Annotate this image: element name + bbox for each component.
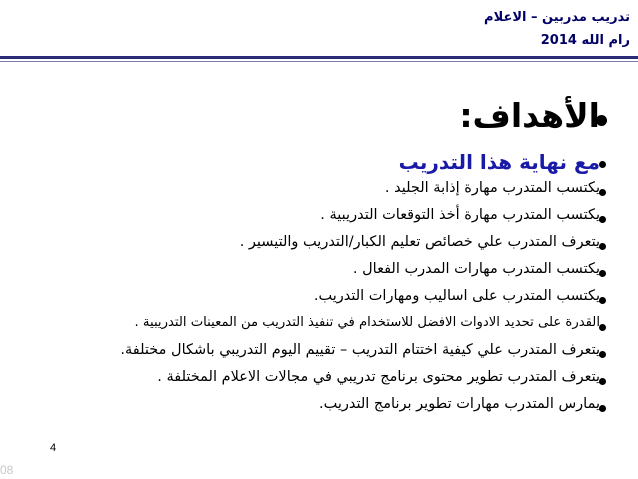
list-bullet-icon	[599, 297, 606, 304]
slide-heading: الأهداف:	[459, 96, 600, 135]
corner-mark: 08	[0, 463, 14, 477]
list-item: يكتسب المتدرب مهارات المدرب الفعال .	[352, 261, 600, 277]
list-bullet-icon	[599, 324, 606, 331]
list-bullet-icon	[599, 405, 606, 412]
list-item: يتعرف المتدرب تطوير محتوى برنامج تدريبي في مجالات الاعلام المختلفة .	[157, 369, 600, 385]
list-bullet-icon	[599, 378, 606, 385]
list-item: يكتسب المتدرب مهارة إذابة الجليد .	[384, 180, 600, 196]
page-number: 4	[50, 442, 57, 454]
list-bullet-icon	[599, 243, 606, 250]
list-item: يكتسب المتدرب على اساليب ومهارات التدريب.	[313, 288, 600, 304]
subheading-bullet-icon	[599, 161, 606, 168]
header-title: تدريب مدربين – الاعلام	[484, 10, 630, 25]
list-bullet-icon	[599, 351, 606, 358]
list-item: يمارس المتدرب مهارات تطوير برنامج التدريب.	[319, 396, 600, 412]
list-item: يتعرف المتدرب علي خصائص تعليم الكبار/التدريب والتيسير .	[239, 234, 600, 250]
list-item: يكتسب المتدرب مهارة أخذ التوقعات التدريبية .	[320, 207, 600, 223]
header-divider-thin	[0, 61, 638, 62]
list-bullet-icon	[599, 270, 606, 277]
list-item: يتعرف المتدرب علي كيفية اختتام التدريب – تقييم اليوم التدريبي باشكال مختلفة.	[120, 342, 600, 358]
list-bullet-icon	[599, 189, 606, 196]
list-bullet-icon	[599, 216, 606, 223]
list-item: القدرة على تحديد الادوات الافضل للاستخدام في تنفيذ التدريب من المعينات التدريبية .	[134, 315, 600, 330]
header-subtitle: رام الله 2014	[540, 33, 630, 48]
slide-subheading: مع نهاية هذا التدريب	[398, 150, 600, 174]
header-divider-thick	[0, 56, 638, 59]
